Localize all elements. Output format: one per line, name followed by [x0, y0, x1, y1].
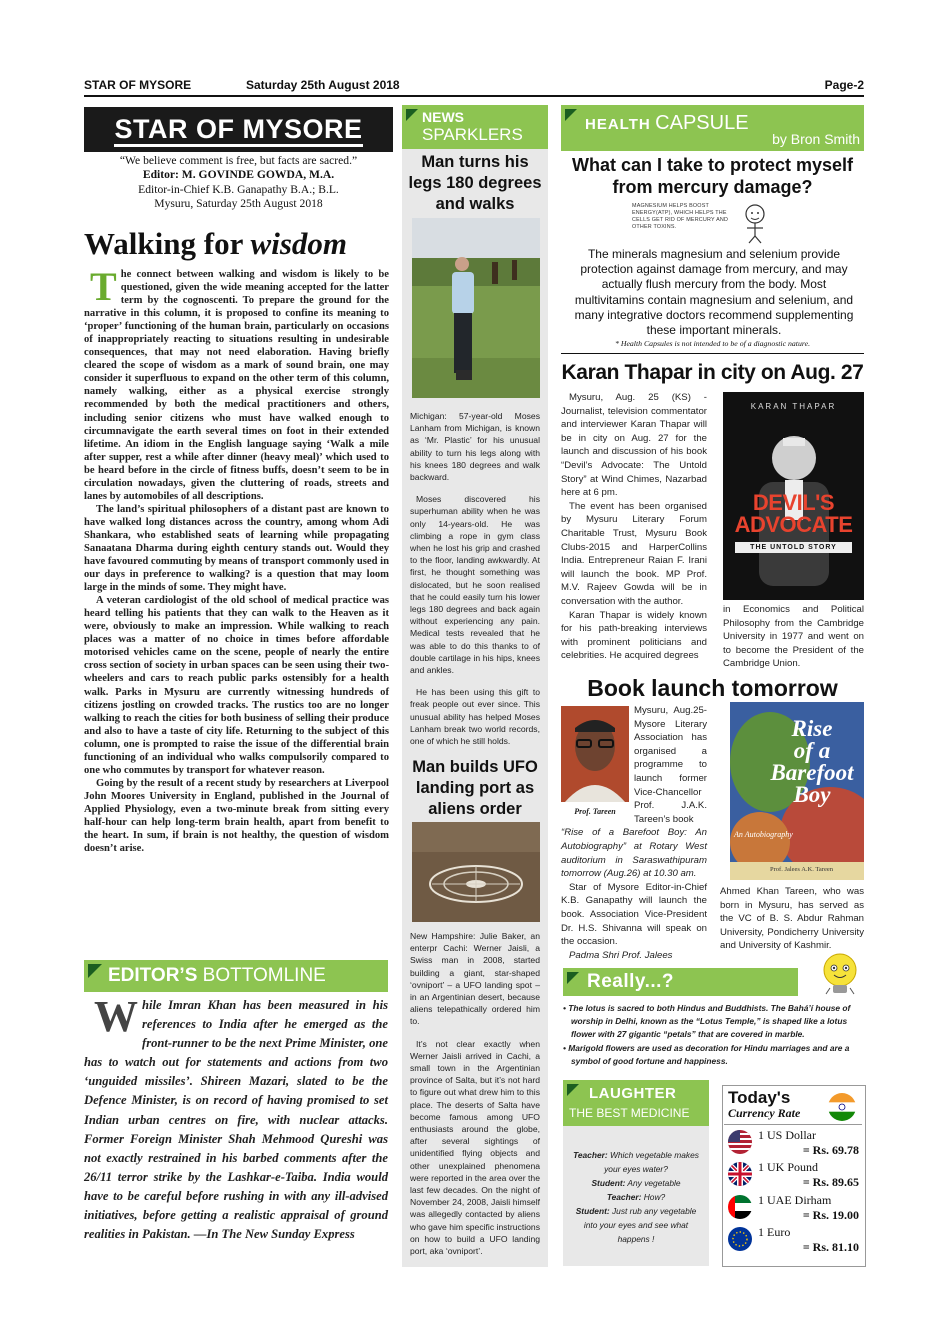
- health-disclaimer: * Health Capsules is not intended to be of a diagnostic nature.: [614, 339, 811, 348]
- currency-row-usd: [728, 1128, 861, 1158]
- usd-rate: = Rs. 69.78: [802, 1143, 859, 1157]
- cover-subtitle: An Autobiography: [734, 830, 793, 839]
- editorial-dropcap: T: [90, 264, 117, 309]
- sparklers-banner: [402, 105, 548, 149]
- health-question: What can I take to protect myself from mercury damage?: [571, 155, 854, 197]
- booklaunch-p2: Star of Mysore Editor-in-Chief K.B. Ganapathy will launch the book. Association Vice-President Dr. H.S. Shivanna will speak on the occasion.: [561, 881, 707, 948]
- gbp-name: 1 UK Pound: [758, 1160, 819, 1174]
- eu-flag-icon: [728, 1227, 752, 1251]
- cover-title-2: of a: [793, 738, 831, 763]
- joke-teacher-1: Teacher:: [573, 1150, 608, 1160]
- booklaunch-intro-box: [561, 704, 707, 962]
- laughter-label-bottom: THE BEST MEDICINE: [569, 1106, 690, 1120]
- header-date: Saturday 25th August 2018: [246, 78, 400, 92]
- tareen-caption: Prof. Tareen: [561, 807, 629, 816]
- booklaunch-headline: Book launch tomorrow: [587, 675, 838, 701]
- joke-line-2: Any vegetable: [625, 1178, 681, 1188]
- joke-student-1: Student:: [591, 1178, 626, 1188]
- editorial-p2: The land’s spiritual philosophers of a distant past are known to have walked long distances across the country, among whom Adi Shankara, who established seats of learning while propagating Sanaatana Dharma during eighth century stands out. Would they have favoured commuting by means of transport commonly used in our days in preference to walking? is a question that may loom large in the minds of some. They might have.: [84, 503, 389, 594]
- joke-line-3: How?: [641, 1192, 666, 1202]
- thapar-book-author: KARAN THAPAR: [750, 402, 837, 411]
- editorial-headline-italic: wisdom: [250, 226, 347, 261]
- sparklers-label-top: NEWS: [422, 109, 464, 125]
- booklaunch-p4: Ahmed Khan Tareen, who was born in Mysuru, has served as the VC of B. S. Abdur Rahman University, Pondicherry University and University of Kashmir.: [720, 886, 864, 952]
- really-item-1: • The lotus is sacred to both Hindus and Buddhists. The Bahá’í house of worship in Delhi, known as the “Lotus Temple,” is shaped like a lotus flower with 27 gigantic “petals” that are covered in marble.: [563, 1003, 851, 1039]
- currency-title: Today's: [728, 1088, 791, 1107]
- sparklers-corner-icon: [406, 109, 418, 121]
- thapar-headline: Karan Thapar in city on Aug. 27: [561, 361, 864, 384]
- bottomline-label-bold: EDITOR’S: [108, 965, 198, 986]
- sparkler1-p1: Michigan: 57-year-old Moses Lanham from Michigan, is known as ‘Mr. Plastic’ for his unusual ability to turn his legs along with his knees 180 degrees and walk backward.: [410, 411, 540, 483]
- editorial-body: [84, 264, 389, 958]
- header-page-number: Page-2: [824, 78, 864, 92]
- masthead-chief: Editor-in-Chief K.B. Ganapathy B.A.; B.L.: [138, 182, 339, 196]
- india-flag-icon: [828, 1093, 856, 1121]
- cover-author: Prof. Jalees A.K. Tareen: [770, 866, 833, 873]
- booklaunch-intro: Mysuru, Aug.25- Mysore Literary Association has organised a programme to launch former Vice-Chancellor Prof. J.A.K. Tareen’s book: [634, 705, 707, 825]
- lightbulb-icon: [818, 950, 862, 1000]
- sparkler1-photo: [412, 218, 540, 398]
- health-label-bold: HEALTH: [585, 116, 651, 133]
- page-header: [84, 78, 864, 94]
- us-flag-icon: [728, 1130, 752, 1154]
- cover-title-3: Barefoot: [770, 760, 854, 785]
- uk-flag-icon: [728, 1162, 752, 1186]
- health-cartoon-text: MAGNESIUM HELPS BOOST ENERGY(ATP), WHICH HELPS THE CELLS GET RID OF MERCURY AND OTHER TOXINS.: [632, 203, 729, 230]
- editorial-p3: A veteran cardiologist of the old school of medical practice was heard telling his patients that they can walk to the Heaven as it were, obviously to make an impression. While walking to reach places was a matter of no choice in times before affordable motorised vehicles came on the scene, people of nearly the entire cross section of society in urban spaces can be seen using their two-wheelers and cars to reach public parks ostensibly for a health walk. Parks in Mysuru are currently witnessing hundreds of citizens jostling on crowded tracks. The rustics too are no longer walking to reach the cities for both business of selling their produce and also to have a taste of city life. Returning to the subject of this column, one is prompted to raise the issue of the differential brain functioning of an individual who walks compulsorily compared to one who commutes by transport for whatever reason.: [84, 595, 389, 776]
- sparkler2-body: [410, 930, 540, 1257]
- thapar-book-title-1: DEVIL'S: [752, 490, 835, 515]
- editorial-headline-plain: Walking for: [84, 226, 251, 261]
- really-banner: [563, 968, 798, 996]
- really-b1: The lotus is sacred to both Hindus and Buddhists. The Bahá’í house of worship in Delhi, known as the “Lotus Temple,” is shaped like a lotus flower with 27 gigantic “petals” that are covered in marble.: [568, 1003, 851, 1039]
- eur-rate: = Rs. 81.10: [802, 1240, 859, 1254]
- barefoot-book-cover: [730, 702, 864, 880]
- masthead-quote: “We believe comment is free, but facts are sacred.”: [119, 154, 358, 167]
- eur-name: 1 Euro: [758, 1225, 791, 1239]
- health-label-thin: CAPSULE: [655, 112, 749, 134]
- masthead-title: STAR OF MYSORE: [114, 114, 362, 147]
- currency-row-aed: [728, 1193, 861, 1223]
- sparkler2-p1: New Hampshire: Julie Baker, an enterpr Cachi: Werner Jaisli, a Swiss man in 2008, started building a giant, star-shaped ‘ovniport’ – a UFO landing spot – in an Argentinian desert, because aliens telepathically ordered him to.: [410, 931, 540, 1027]
- editorial-p4: Going by the result of a recent study by researchers at Liverpool John Moores University in England, published in the Journal of Applied Physiology, even a two-minute break from sitting every half-hour can help long-term brain health, apart from benefit to the heart. In sum, if brain is not healthy, the question of wisdom doesn’t arise.: [84, 777, 389, 855]
- tareen-photo-wrap: [561, 706, 629, 816]
- usd-name: 1 US Dollar: [758, 1128, 816, 1142]
- header-paper-name: STAR OF MYSORE: [84, 78, 192, 92]
- sparkler2-headline: Man builds UFO landing port as aliens order: [412, 758, 538, 818]
- joke-line-1: Which vegetable makes your eyes water?: [604, 1150, 699, 1174]
- laughter-joke: [568, 1148, 704, 1246]
- currency-row-gbp: [728, 1160, 861, 1190]
- masthead-info: [84, 154, 393, 212]
- masthead-dateline: Mysuru, Saturday 25th August 2018: [154, 197, 323, 211]
- really-corner-icon: [567, 972, 579, 984]
- thapar-p1: Mysuru, Aug. 25 (KS) - Journalist, television commentator and interviewer Karan Thapar will be in city on Aug. 27 for the launch and discussion of his book “Devil’s Advocate: The Untold Story” at Wind Chimes, Nazarbad here at 6 pm.: [561, 392, 707, 499]
- masthead-editor: Editor: M. GOVINDE GOWDA, M.A.: [142, 168, 335, 182]
- masthead-banner: [84, 107, 393, 152]
- uae-flag-icon: [728, 1195, 752, 1219]
- header-rule: [84, 95, 864, 97]
- health-banner: [561, 105, 864, 151]
- really-item-2: • Marigold flowers are used as decoration for Hindu marriages and are a symbol of good fortune and happiness.: [563, 1043, 850, 1066]
- currency-rule: [724, 1124, 862, 1125]
- joke-student-2: Student:: [575, 1206, 610, 1216]
- thapar-p4: in Economics and Political Philosophy from the Cambridge University in 1977 and went on to become the President of the Cambridge Union.: [723, 604, 864, 670]
- tareen-photo: [561, 706, 629, 802]
- health-byline: by Bron Smith: [772, 131, 860, 147]
- joke-line-4: Just rub any vegetable into your eyes and see what happens !: [583, 1206, 697, 1244]
- sparkler1-headline: Man turns his legs 180 degrees and walks: [408, 153, 542, 213]
- really-list: [563, 1002, 864, 1068]
- health-answer: The minerals magnesium and selenium provide protection against damage from mercury, and may actually flush mercury from the body. Most multivitamins contain magnesium and selenium, and many integrative doctors recommend supplementing these important minerals.: [574, 247, 854, 338]
- bottomline-corner-icon: [88, 964, 102, 978]
- thapar-body-left: [561, 391, 707, 673]
- sparkler1-p2: Moses discovered his superhuman ability when he was only 14-years-old. He was climbing a rope in gym class when he lost his grip and crashed to the floor, landing awkwardly. At first, he thought something was dislocated, but he soon realised that he could easily turn his lower legs 180 degrees and back again without experiencing any pain. Medical tests revealed that he was able to do this thanks to of double cartilage in his hips, knees and ankles.: [410, 494, 540, 676]
- aed-name: 1 UAE Dirham: [758, 1193, 832, 1207]
- really-b2: Marigold flowers are used as decoration for Hindu marriages and are a symbol of good fortune and happiness.: [568, 1043, 850, 1066]
- booklaunch-title-line: “Rise of a Barefoot Boy: An Autobiography” at Rotary West auditorium in Saraswathipuram tomorrow (Aug.26) at 10.30 am.: [561, 827, 707, 880]
- sparkler2-photo: [412, 822, 540, 922]
- health-corner-icon: [565, 109, 577, 121]
- editorial-headline: [84, 225, 393, 263]
- laughter-label-top: LAUGHTER: [589, 1085, 677, 1102]
- sparkler1-p3: He has been using this gift to freak people out ever since. This unusual ability has helped Moses Lanham break two world records, one of which he still holds.: [410, 687, 540, 747]
- thapar-p3: Karan Thapar is widely known for his path-breaking interviews with prominent politicians and celebrities. He acquired degrees: [561, 609, 707, 662]
- booklaunch-p3: Padma Shri Prof. Jalees: [569, 949, 673, 961]
- bottomline-body: [84, 992, 388, 1266]
- currency-row-eur: [728, 1225, 861, 1255]
- thapar-book-cover: [723, 392, 864, 600]
- sparkler2-p2: It’s not clear exactly when Werner Jaisli arrived in Cachi, a small town in the Argentinian province of Salta, but it’s not hard to figure out what drew him to this place. The deserts of Salta have become famous among UFO enthusiasts around the globe, after several sightings of unidentified flying objects and other unexplained phenomena were reported in the area over the last few decades. On the night of November 24, 2008, Jaisli himself was allegedly contacted by aliens who gave him specific instructions on how to build a UFO landing port, aka ‘ovniport’.: [410, 1038, 540, 1257]
- cover-title-4: Boy: [793, 782, 831, 807]
- aed-rate: = Rs. 19.00: [802, 1208, 859, 1222]
- really-label: Really...?: [587, 971, 675, 992]
- gbp-rate: = Rs. 89.65: [802, 1175, 859, 1189]
- bottomline-label-thin: BOTTOMLINE: [202, 965, 326, 986]
- bottomline-dropcap: W: [94, 992, 138, 1041]
- health-cartoon: [735, 200, 775, 244]
- health-rule: [561, 353, 864, 354]
- thapar-book-title-2: ADVOCATE: [734, 512, 853, 537]
- thapar-p2: The event has been organised by Mysuru Literary Forum Charitable Trust, Mysuru Book Clubs-2015 and HarperCollins India. Entrepreneur Raian F. Irani will launch the book. MP Prof. M.V. Rajeev Gowda will be in conversation with the author.: [561, 500, 707, 607]
- sparkler1-body: [410, 410, 540, 747]
- joke-teacher-2: Teacher:: [606, 1192, 642, 1202]
- bottomline-text: hile Imran Khan has been measured in his references to India after he emerged as the front-runner to be the next Prime Minister, one has to watch out for statements and actions from two ‘unguided missiles’. Shireen Mazari, slated to be the Defence Minister, is on record of having promised to set Indian urban centres on fire, with nuclear attacks. Former Foreign Minister Shah Mehmood Qureshi was not exactly restrained in his barbed comments after the 26/11 terror strike by the Lashkar-e-Taiba. India would have to be careful before rushing in with any ill-advised initiatives, before getting a realistic appraisal of ground realities in Pakistan. —In The New Sunday Express: [84, 998, 388, 1242]
- laughter-corner-icon: [567, 1084, 579, 1096]
- laughter-banner: [563, 1080, 709, 1126]
- editorial-p1: he connect between walking and wisdom is likely to be questioned, given the wide meaning accepted for the latter term by the cognoscenti. To prepare the ground for the narrative in this column, it is proposed to confine its meaning to ‘proper’ functioning of the human brain, particularly on occasions of inappropriately reacting to situations resulting in undesirable consequences, that may not need elaboration. Having briefly cleared the scope of wisdom as a mark of sound brain, one may consider it superfluous to expand on the other term of this column, namely walking, either as a physical exercise strongly recommended by both the medical practitioners and others, including senior citizens who must have walked enough to circumnavigate the earth several times on foot in their extended lifetime. An idiom in the English language saying ‘Walk a mile after supper, rest a while after dinner (heavy meal)’ which used to be heard before in the circle of fitness buffs, doesn’t seem to be in circulation nowadays, given the cluttering of roads, streets and lanes by automobiles of all descriptions.: [84, 269, 389, 502]
- bottomline-banner: [84, 960, 388, 992]
- thapar-book-subtitle: THE UNTOLD STORY: [735, 542, 852, 553]
- sparklers-label-bottom: SPARKLERS: [422, 125, 523, 144]
- cover-title-1: Rise: [791, 716, 833, 741]
- currency-subtitle: Currency Rate: [728, 1106, 801, 1120]
